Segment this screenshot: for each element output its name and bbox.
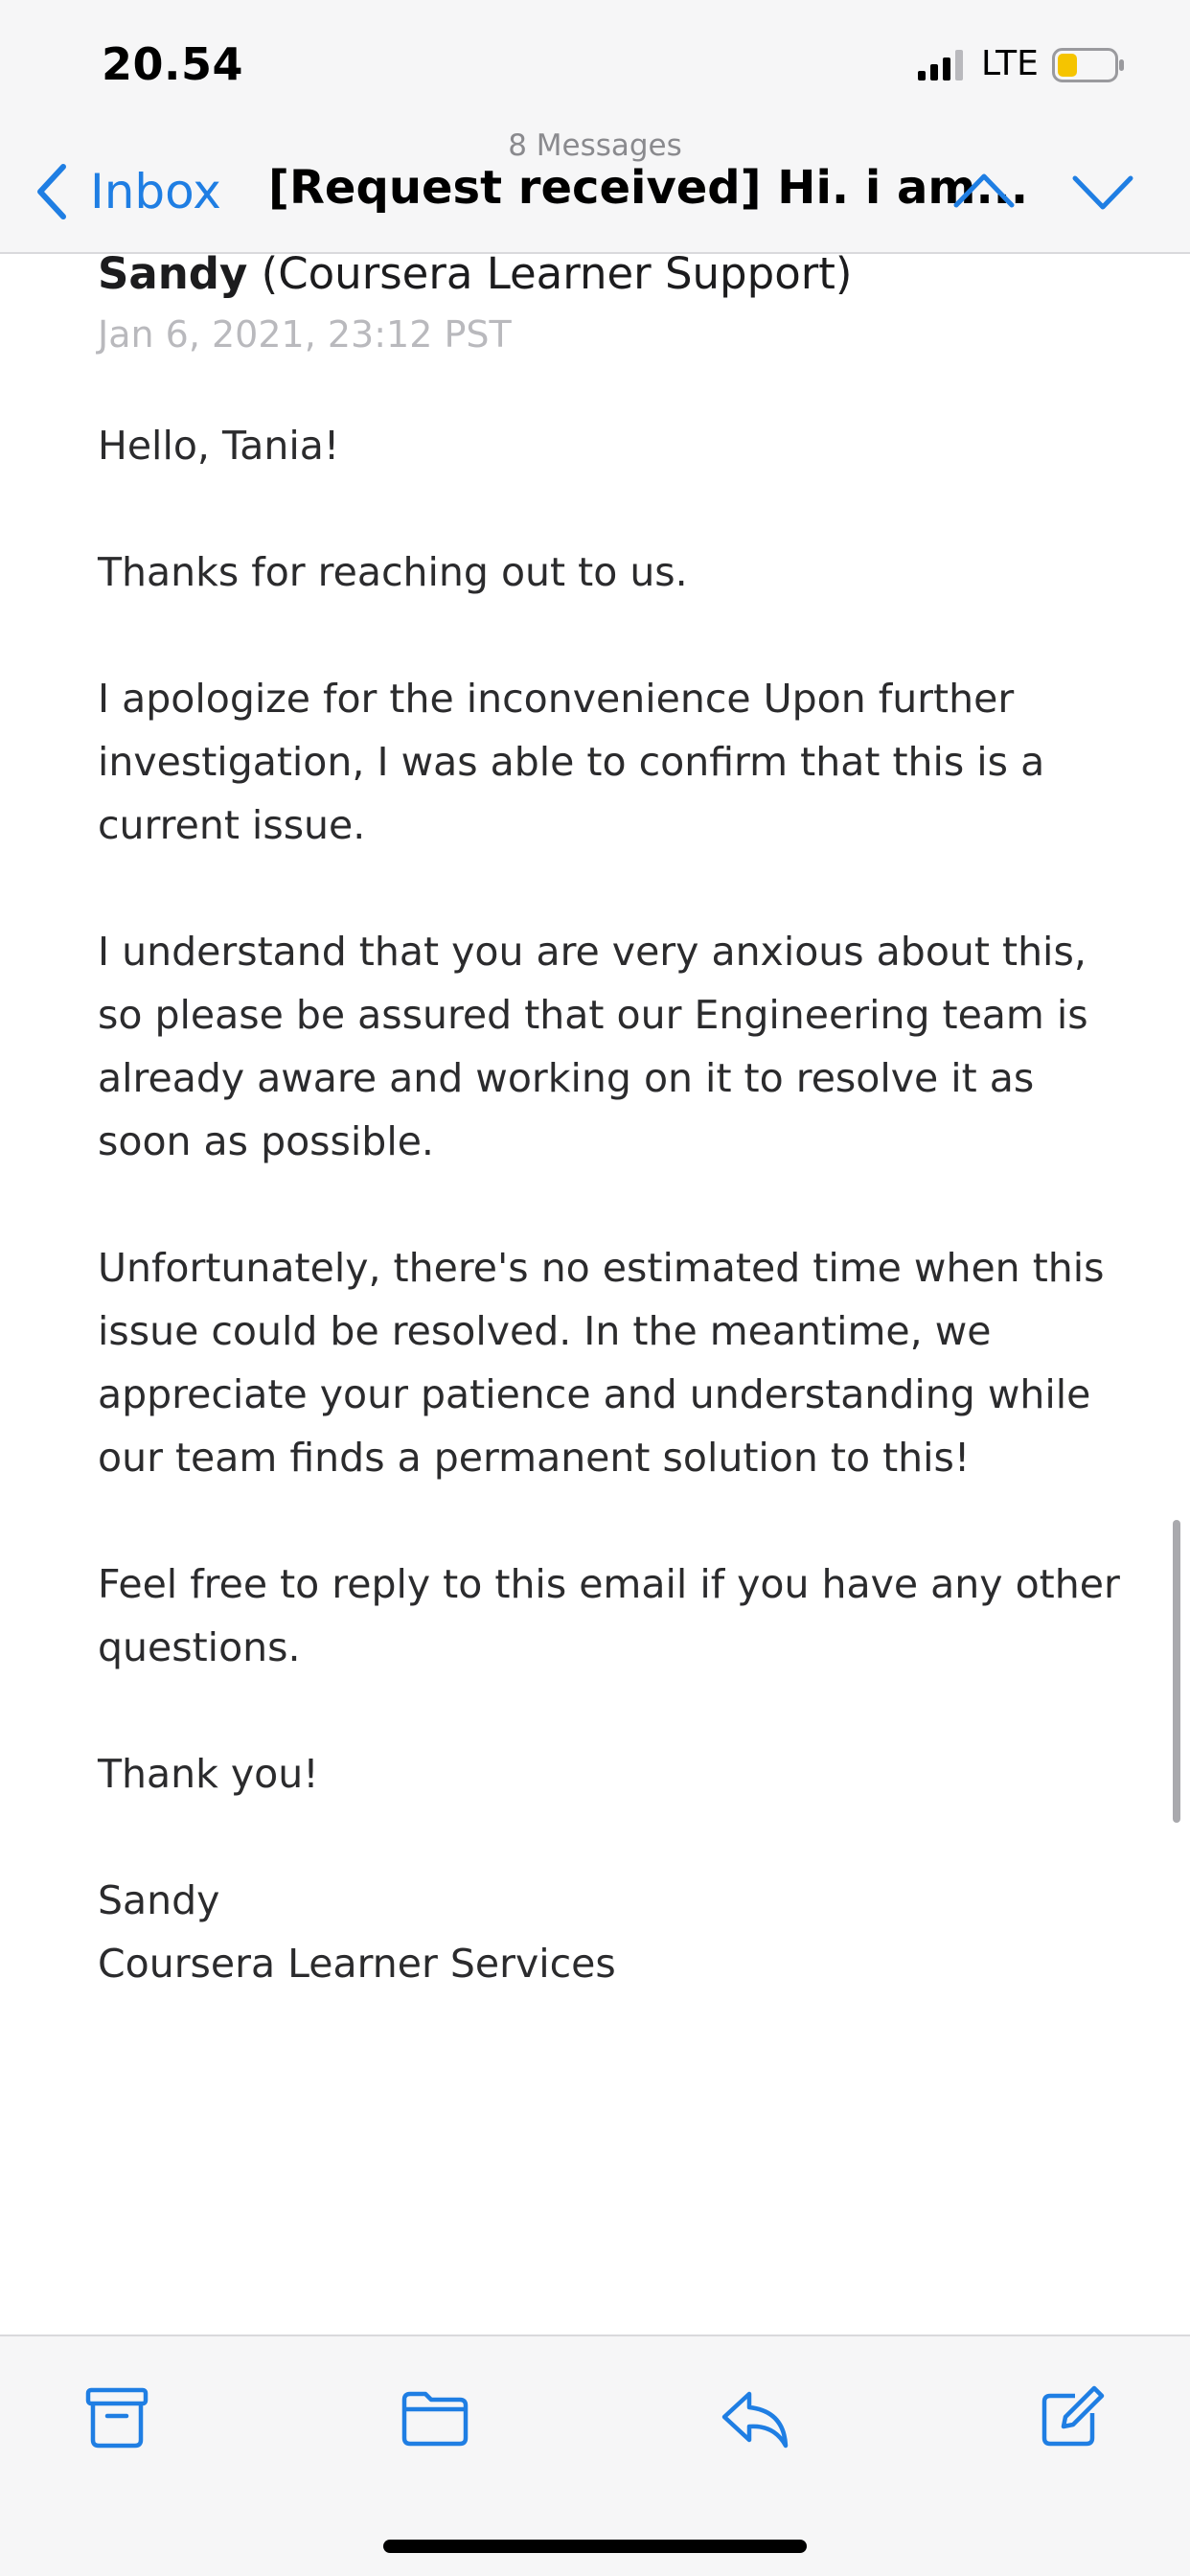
reply-button[interactable]: [717, 2379, 793, 2455]
signature-org: Coursera Learner Services: [98, 1941, 616, 1987]
greeting: Hello, Tania!: [98, 423, 340, 469]
scrollbar[interactable]: [1173, 1520, 1180, 1823]
home-indicator[interactable]: [383, 2540, 807, 2553]
sender-org: (Coursera Learner Support): [261, 248, 853, 299]
message-body: [98, 414, 1133, 1995]
back-button[interactable]: [33, 157, 221, 226]
email-subject: [Request received] Hi. i am...: [268, 161, 1029, 215]
paragraph-5: Feel free to reply to this email if you have any other questions.: [98, 1561, 1120, 1670]
paragraph-2: I apologize for the inconvenience Upon further investigation, I was able to confirm that this is a current issue.: [98, 676, 1045, 848]
reply-icon: [717, 2379, 793, 2455]
compose-icon: [1033, 2379, 1110, 2455]
chevron-down-icon: [1071, 163, 1134, 220]
message-count: 8 Messages: [508, 128, 682, 163]
paragraph-4: Unfortunately, there's no estimated time when this issue could be resolved. In the meantime, we appreciate your patience and understanding while our team finds a permanent solution to this!: [98, 1245, 1105, 1481]
bottom-toolbar: [0, 2334, 1190, 2576]
sender-name: Sandy: [98, 248, 248, 299]
status-time: 20.54: [102, 38, 244, 90]
message-date: Jan 6, 2021, 23:12 PST: [98, 313, 512, 356]
network-type: LTE: [981, 44, 1039, 83]
paragraph-6: Thank you!: [98, 1751, 319, 1797]
compose-button[interactable]: [1033, 2379, 1110, 2455]
sender-line[interactable]: [98, 245, 1133, 303]
paragraph-1: Thanks for reaching out to us.: [98, 549, 688, 595]
back-label: Inbox: [90, 164, 221, 219]
paragraph-3: I understand that you are very anxious about this, so please be assured that our Engineering team is already aware and working on it to resolve it as soon as possible.: [98, 929, 1088, 1164]
archive-button[interactable]: [79, 2379, 155, 2455]
archive-icon: [79, 2379, 155, 2455]
battery-icon: [1052, 48, 1125, 82]
chevron-up-icon: [952, 163, 1016, 220]
next-message-button[interactable]: [1071, 163, 1134, 220]
chevron-left-icon: [33, 161, 71, 222]
cellular-signal-icon: [918, 50, 966, 80]
signature-name: Sandy: [98, 1877, 220, 1923]
message-content: [98, 245, 1133, 1995]
previous-message-button[interactable]: [952, 163, 1016, 220]
header-bar: [0, 0, 1190, 254]
move-to-folder-button[interactable]: [397, 2379, 473, 2455]
folder-icon: [397, 2379, 473, 2455]
